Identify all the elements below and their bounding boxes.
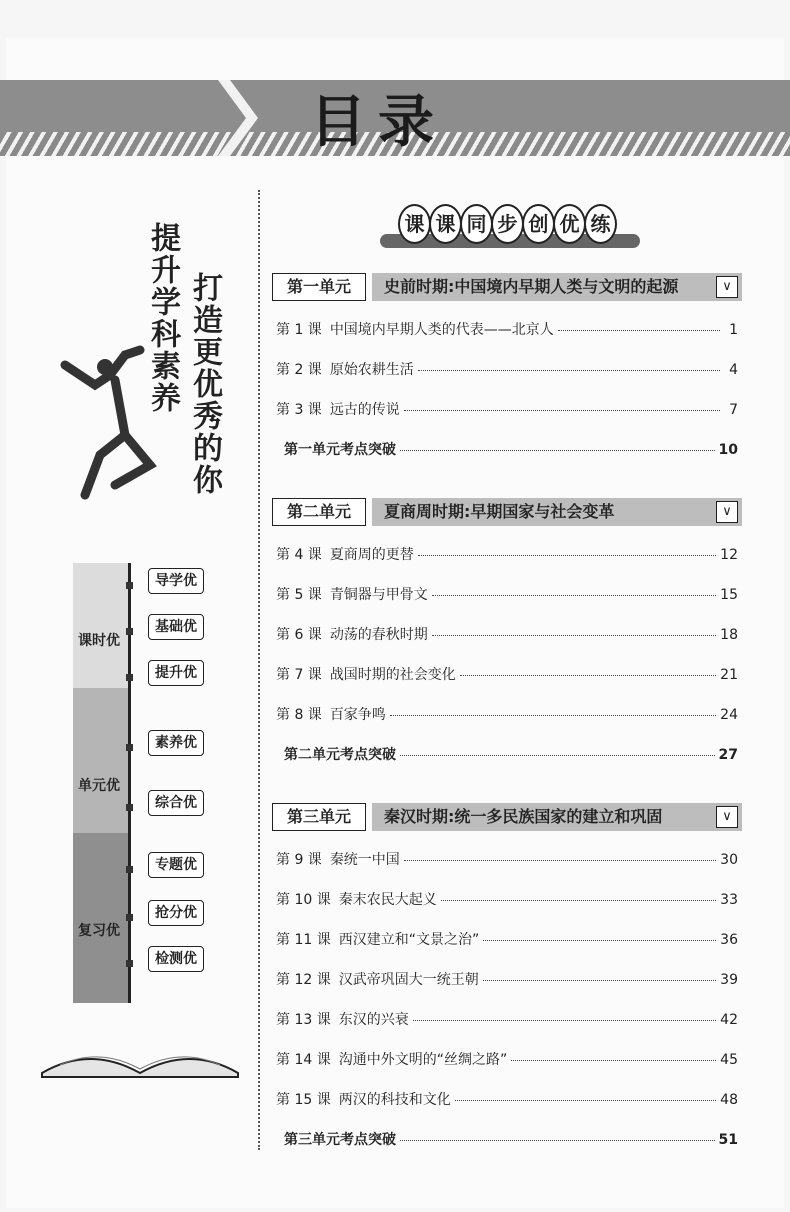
lesson-title: 第一单元考点突破 [284,442,396,458]
toc-entry[interactable] [276,1129,738,1149]
column-divider [258,190,260,1150]
feature-tag: 基础优 [148,614,204,640]
lesson-title: 百家争鸣 [329,707,386,723]
series-char: 课 [398,204,431,244]
page-number: 1 [729,322,738,338]
lesson-title: 沟通中外文明的“丝绸之路” [338,1052,508,1068]
page-number: 7 [729,402,738,418]
toc-entry[interactable] [276,584,738,604]
lesson-title: 远古的传说 [329,402,400,418]
lesson-title: 秦统一中国 [329,852,400,868]
lesson-number: 第 8 课 [276,707,322,723]
timeline-node [126,744,133,751]
lesson-number: 第 3 课 [276,402,322,418]
section-label: 单元优 [78,778,120,794]
unit-label: 第一单元 [272,273,366,301]
series-char: 同 [460,204,493,244]
timeline-node [126,804,133,811]
unit-header[interactable] [272,273,742,301]
lesson-title: 第二单元考点突破 [284,747,396,763]
toc-entry[interactable] [276,704,738,724]
unit-title: 秦汉时期:统一多民族国家的建立和巩固 [372,803,742,831]
page-number: 45 [720,1052,738,1068]
feature-tag: 素养优 [148,730,204,756]
feature-tag: 抢分优 [148,900,204,926]
lesson-title: 秦末农民大起义 [338,892,437,908]
feature-tag: 导学优 [148,568,204,594]
page-number: 42 [720,1012,738,1028]
unit-label: 第二单元 [272,498,366,526]
page-number: 18 [720,627,738,643]
lesson-title: 两汉的科技和文化 [338,1092,451,1108]
toc-entry[interactable] [276,889,738,909]
toc-entry[interactable] [276,319,738,339]
lesson-number: 第 1 课 [276,322,322,338]
page-number: 30 [720,852,738,868]
toc-entry[interactable] [276,849,738,869]
lesson-title: 中国境内早期人类的代表——北京人 [329,322,554,338]
toc-entry[interactable] [276,969,738,989]
lesson-title: 青铜器与甲骨文 [329,587,428,603]
unit-header[interactable] [272,803,742,831]
lesson-number: 第 9 课 [276,852,322,868]
lesson-number: 第 13 课 [276,1012,331,1028]
toc-entry[interactable] [276,1089,738,1109]
page-number: 10 [718,442,738,458]
lesson-title: 汉武帝巩固大一统王朝 [338,972,479,988]
lesson-number: 第 7 课 [276,667,322,683]
unit-title: 史前时期:中国境内早期人类与文明的起源 [372,273,742,301]
slogan-1: 提升学科素养 [145,222,180,414]
lesson-number: 第 15 课 [276,1092,331,1108]
toc-entry[interactable] [276,744,738,764]
timeline-node [126,628,133,635]
lesson-title: 夏商周的更替 [329,547,414,563]
toc-entry[interactable] [276,624,738,644]
chevron-down-icon: ∨ [716,276,738,298]
timeline-node [126,914,133,921]
series-char: 步 [491,204,524,244]
page-number: 15 [720,587,738,603]
jumping-figure-icon [55,345,165,515]
timeline-node [126,674,133,681]
chevron-down-icon: ∨ [716,501,738,523]
unit-header[interactable] [272,498,742,526]
slogan-2: 打造更优秀的你 [187,272,222,496]
toc-entry[interactable] [276,439,738,459]
lesson-title: 东汉的兴衰 [338,1012,409,1028]
page-number: 27 [718,747,738,763]
lesson-number: 第 12 课 [276,972,331,988]
page-number: 4 [729,362,738,378]
lesson-title: 战国时期的社会变化 [329,667,456,683]
lesson-title: 西汉建立和“文景之治” [338,932,480,948]
toc-entry[interactable] [276,1049,738,1069]
series-char: 练 [584,204,617,244]
toc-entry[interactable] [276,664,738,684]
series-char: 课 [429,204,462,244]
toc-entry[interactable] [276,544,738,564]
series-char: 创 [522,204,555,244]
page-number: 12 [720,547,738,563]
unit-label: 第三单元 [272,803,366,831]
lesson-number: 第 6 课 [276,627,322,643]
timeline-node [126,960,133,967]
lesson-number: 第 4 课 [276,547,322,563]
page-number: 51 [718,1132,738,1148]
lesson-number: 第 14 课 [276,1052,331,1068]
lesson-number: 第 2 课 [276,362,322,378]
page-number: 39 [720,972,738,988]
section-label: 复习优 [78,923,120,939]
lesson-title: 原始农耕生活 [329,362,414,378]
unit-title: 夏商周时期:早期国家与社会变革 [372,498,742,526]
section-label: 课时优 [78,633,120,649]
timeline-node [126,582,133,589]
feature-tag: 专题优 [148,852,204,878]
toc-entry[interactable] [276,359,738,379]
series-char: 优 [553,204,586,244]
toc-entry[interactable] [276,1009,738,1029]
lesson-title: 动荡的春秋时期 [329,627,428,643]
chevron-down-icon: ∨ [716,806,738,828]
feature-tag: 检测优 [148,946,204,972]
timeline-node [126,866,133,873]
toc-entry[interactable] [276,399,738,419]
open-book-icon [40,1035,240,1080]
page-title: 目录 [310,90,446,155]
page-number: 48 [720,1092,738,1108]
lesson-number: 第 10 课 [276,892,331,908]
page-number: 21 [720,667,738,683]
feature-tag: 提升优 [148,660,204,686]
feature-tag: 综合优 [148,790,204,816]
page-number: 33 [720,892,738,908]
page-number: 36 [720,932,738,948]
toc-entry[interactable] [276,929,738,949]
lesson-number: 第 11 课 [276,932,331,948]
page-number: 24 [720,707,738,723]
lesson-title: 第三单元考点突破 [284,1132,396,1148]
lesson-number: 第 5 课 [276,587,322,603]
